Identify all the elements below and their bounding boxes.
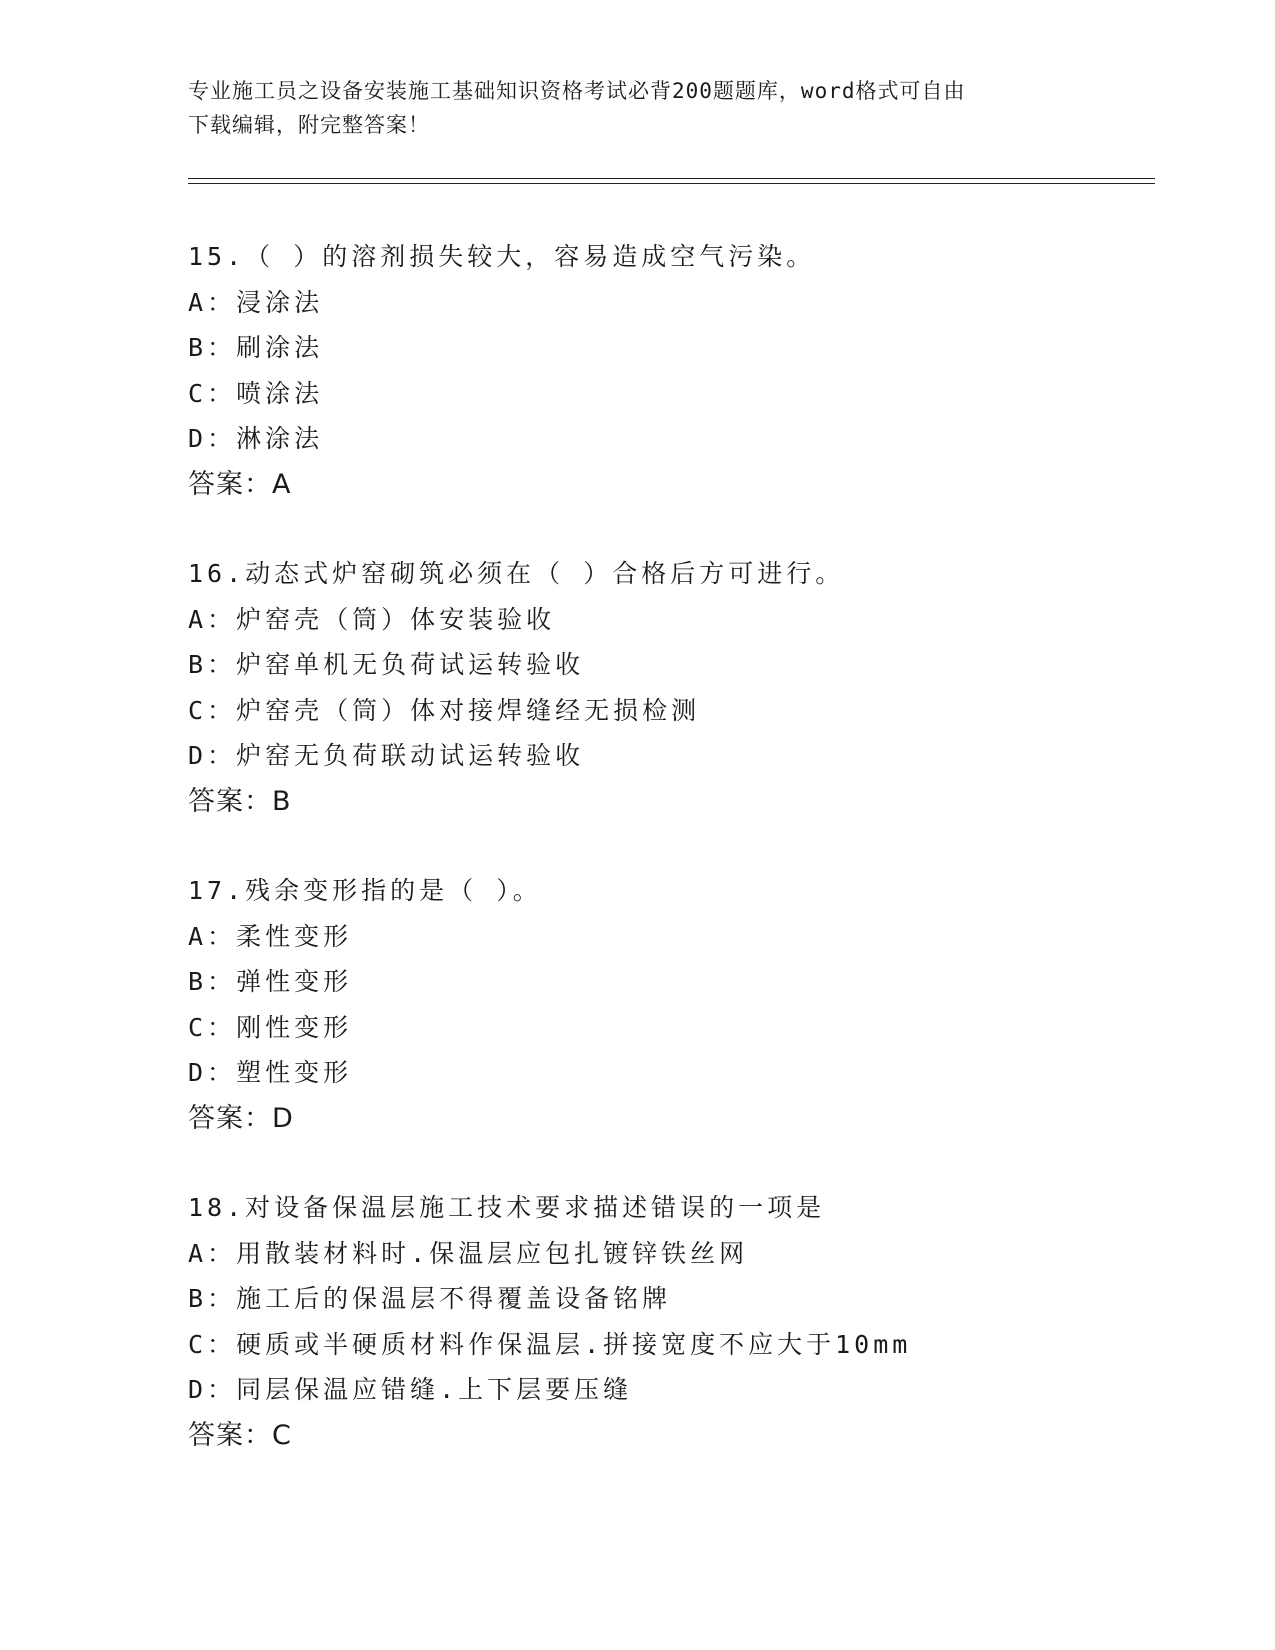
option-key: A： (188, 604, 237, 634)
option-text: 喷涂法 (236, 378, 324, 408)
option-key: C： (188, 1329, 237, 1359)
question-stem: 15.（ ）的溶剂损失较大，容易造成空气污染。 (188, 242, 816, 271)
option-key: B： (188, 1284, 237, 1313)
option-d (188, 1050, 1148, 1096)
question-stem: 17.残余变形指的是（ ）。 (188, 876, 542, 905)
option-b (188, 325, 1148, 371)
question-15 (188, 234, 1148, 507)
option-text: 淋涂法 (236, 424, 324, 453)
answer-line: 答案：C (188, 1419, 292, 1451)
question-list (188, 234, 1148, 1502)
option-text: 用散装材料时.保温层应包扎镀锌铁丝网 (236, 1238, 749, 1268)
question-stem: 18.对设备保温层施工技术要求描述错误的一项是 (188, 1193, 826, 1222)
header-line-1: 专业施工员之设备安装施工基础知识资格考试必背200题题库，word格式可自由 (188, 79, 966, 103)
option-text: 炉窑壳（筒）体对接焊缝经无损检测 (236, 695, 701, 725)
option-key: D： (188, 1058, 237, 1087)
option-c (188, 1322, 1148, 1368)
option-b (188, 959, 1148, 1005)
answer-line: 答案：A (188, 468, 292, 500)
option-key: D： (188, 424, 237, 453)
option-a (188, 1231, 1148, 1277)
option-key: A： (188, 921, 237, 951)
option-b (188, 1276, 1148, 1322)
question-17 (188, 868, 1148, 1141)
answer-line: 答案：B (188, 785, 292, 817)
option-c (188, 1005, 1148, 1051)
option-key: D： (188, 741, 237, 770)
option-text: 塑性变形 (236, 1058, 353, 1087)
option-b (188, 642, 1148, 688)
option-c (188, 688, 1148, 734)
answer-line: 答案：D (188, 1102, 294, 1134)
option-key: A： (188, 287, 237, 317)
option-key: B： (188, 650, 237, 679)
header-divider-top (188, 178, 1155, 179)
option-d (188, 1367, 1148, 1413)
option-text: 同层保温应错缝.上下层要压缝 (236, 1375, 633, 1404)
question-18 (188, 1185, 1148, 1458)
option-a (188, 914, 1148, 960)
option-text: 刚性变形 (236, 1012, 353, 1042)
option-text: 弹性变形 (236, 967, 353, 996)
option-text: 浸涂法 (236, 287, 324, 317)
option-a (188, 280, 1148, 326)
option-a (188, 597, 1148, 643)
option-text: 柔性变形 (236, 921, 353, 951)
question-16 (188, 551, 1148, 824)
option-key: B： (188, 333, 237, 362)
header-line-2: 下载编辑，附完整答案！ (188, 113, 430, 137)
question-stem: 16.动态式炉窑砌筑必须在（ ）合格后方可进行。 (188, 559, 845, 588)
option-text: 炉窑壳（筒）体安装验收 (236, 604, 556, 634)
option-text: 炉窑无负荷联动试运转验收 (236, 741, 585, 770)
option-d (188, 416, 1148, 462)
option-c (188, 371, 1148, 417)
option-key: A： (188, 1238, 237, 1268)
option-text: 刷涂法 (236, 333, 324, 362)
option-key: C： (188, 1012, 237, 1042)
option-d (188, 733, 1148, 779)
option-text: 硬质或半硬质材料作保温层.拼接宽度不应大于10mm (236, 1329, 912, 1359)
option-key: C： (188, 695, 237, 725)
option-key: C： (188, 378, 237, 408)
header-divider-bottom (188, 183, 1155, 184)
option-key: D： (188, 1375, 237, 1404)
option-text: 炉窑单机无负荷试运转验收 (236, 650, 585, 679)
option-text: 施工后的保温层不得覆盖设备铭牌 (236, 1284, 672, 1313)
document-header (188, 74, 1068, 142)
option-key: B： (188, 967, 237, 996)
